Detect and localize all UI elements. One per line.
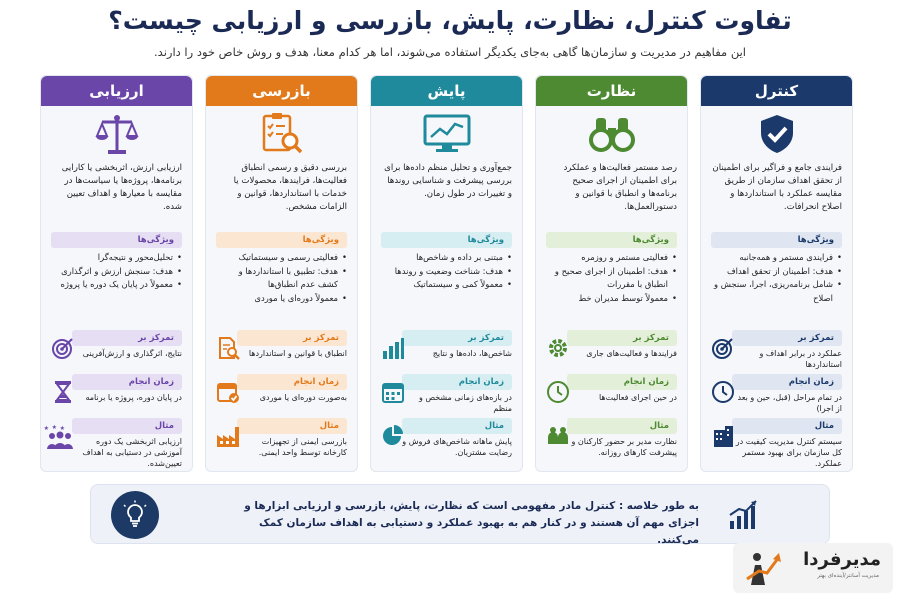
time-label: زمان انجام	[237, 374, 347, 390]
feature-item: • معمولاً کمی و سیستماتیک	[381, 278, 512, 292]
feature-item: • معمولاً دوره‌ای یا موردی	[216, 292, 347, 306]
features-list	[206, 248, 357, 330]
time-text: به‌صورت دوره‌ای یا موردی	[259, 393, 347, 402]
checklist-magnifier-icon	[206, 106, 357, 162]
focus-label: تمرکز بر	[402, 330, 512, 346]
feature-item: • هدف: اطمینان از تحقق اهداف	[711, 265, 842, 279]
feature-item: • هدف: تطبیق با استانداردها و کشف عدم انطباق‌ها	[216, 265, 347, 292]
logo-tagline: مدیریت آسانتر/آینده‌ای بهتر	[817, 573, 879, 579]
features-list	[701, 248, 852, 330]
focus-text: شاخص‌ها، داده‌ها و نتایج	[432, 349, 512, 358]
pie-chart-icon	[381, 424, 405, 448]
example-text: سیستم کنترل مدیریت کیفیت در کل سازمان برای بهبود مستمر عملکرد.	[735, 437, 842, 468]
feature-item: • شامل برنامه‌ریزی، اجرا، سنجش و اصلاح	[711, 278, 842, 305]
focus-section	[51, 330, 182, 374]
feature-item: • مبتنی بر داده و شاخص‌ها	[381, 251, 512, 265]
document-search-icon	[216, 336, 240, 360]
monitor-chart-icon	[371, 106, 522, 162]
time-section	[51, 374, 182, 418]
people-icon	[546, 424, 570, 448]
focus-section	[546, 330, 677, 374]
concept-card-monitoring	[535, 75, 688, 472]
time-label: زمان انجام	[567, 374, 677, 390]
concept-columns	[40, 75, 855, 472]
example-label: مثال	[402, 418, 512, 434]
example-text: نظارت مدیر بر حضور کارکنان و پیشرفت کارهای روزانه.	[571, 437, 677, 457]
concept-card-control	[700, 75, 853, 472]
focus-text: نتایج، اثرگذاری و ارزش‌آفرینی	[82, 349, 182, 358]
card-header: نظارت	[536, 76, 687, 106]
example-label: مثال	[72, 418, 182, 434]
card-header: بازرسی	[206, 76, 357, 106]
time-label: زمان انجام	[72, 374, 182, 390]
time-section	[381, 374, 512, 418]
features-list	[41, 248, 192, 330]
time-text: در بازه‌های زمانی مشخص و منظم	[419, 393, 512, 413]
time-text: در پایان دوره، پروژه یا برنامه	[85, 393, 182, 402]
growth-chart-icon	[727, 499, 759, 531]
example-section	[381, 418, 512, 462]
example-text: بازرسی ایمنی از تجهیزات کارخانه توسط واحد ایمنی.	[258, 437, 347, 457]
card-description: ارزیابی ارزش، اثربخشی یا کارایی برنامه‌ها، پروژه‌ها یا سیاست‌ها در مقایسه با معیارها و اهداف تعیین شده.	[61, 163, 182, 212]
concept-card-evaluation	[40, 75, 193, 472]
focus-text: انطباق با قوانین و استانداردها	[248, 349, 347, 358]
features-label: ویژگی‌ها	[216, 232, 347, 248]
card-description: فرایندی جامع و فراگیر برای اطمینان از تحقق اهداف سازمان از طریق مقایسه عملکرد با استانداردها و اصلاح انحرافات.	[712, 163, 842, 212]
focus-section	[216, 330, 347, 374]
feature-item: • فعالیتی رسمی و سیستماتیک	[216, 251, 347, 265]
features-list	[371, 248, 522, 330]
person-growth-logo-icon	[743, 549, 783, 587]
factory-icon	[216, 424, 240, 448]
page-title: تفاوت کنترل، نظارت، پایش، بازرسی و ارزیابی چیست؟	[108, 6, 792, 35]
lightbulb-icon	[111, 491, 159, 539]
example-section	[216, 418, 347, 462]
features-label: ویژگی‌ها	[51, 232, 182, 248]
svg-text:★: ★	[59, 425, 65, 432]
example-label: مثال	[567, 418, 677, 434]
focus-text: عملکرد در برابر اهداف و استانداردها	[759, 349, 842, 369]
example-section	[43, 418, 182, 468]
feature-item: • هدف: اطمینان از اجرای صحیح و انطباق با مقررات	[546, 265, 677, 292]
card-header: ارزیابی	[41, 76, 192, 106]
example-text: پایش ماهانه شاخص‌های فروش و رضایت مشتریان.	[402, 437, 512, 457]
calendar-check-icon	[216, 380, 240, 404]
clock-icon	[546, 380, 570, 404]
building-icon	[711, 424, 735, 448]
focus-label: تمرکز بر	[72, 330, 182, 346]
example-section	[546, 418, 677, 462]
example-label: مثال	[237, 418, 347, 434]
focus-label: تمرکز بر	[567, 330, 677, 346]
focus-label: تمرکز بر	[237, 330, 347, 346]
time-section	[546, 374, 677, 418]
features-label: ویژگی‌ها	[546, 232, 677, 248]
svg-text:★: ★	[43, 425, 49, 432]
card-header: پایش	[371, 76, 522, 106]
logo-name: مدیرفردا	[803, 549, 881, 570]
time-label: زمان انجام	[732, 374, 842, 390]
summary-box	[90, 484, 830, 544]
page-subtitle: این مفاهیم در مدیریت و سازمان‌ها گاهی به‌جای یکدیگر استفاده می‌شوند، اما هر کدام معنا، هدف و روش خاص خود را دارند.	[154, 45, 746, 59]
feature-item: • فرایندی مستمر و همه‌جانبه	[711, 251, 842, 265]
card-description: جمع‌آوری و تحلیل منظم داده‌ها برای بررسی پیشرفت و شناسایی روندها و تغییرات در طول زمان.	[384, 163, 512, 199]
features-list	[536, 248, 687, 330]
scales-icon	[41, 106, 192, 162]
example-label: مثال	[732, 418, 842, 434]
clock-icon	[711, 380, 735, 404]
focus-text: فرایندها و فعالیت‌های جاری	[586, 349, 677, 358]
summary-text: به طور خلاصه : کنترل مادر مفهومی است که نظارت، پایش، بازرسی و ارزیابی ابزارها و اجزای مهم آن هستند و در کنار هم به بهبود عملکرد و دستیابی به اهداف سازمان کمک می‌کنند.	[244, 500, 699, 546]
gear-icon	[546, 336, 570, 360]
target-icon	[711, 336, 735, 360]
time-label: زمان انجام	[402, 374, 512, 390]
bar-chart-icon	[381, 336, 405, 360]
concept-card-tracking	[370, 75, 523, 472]
time-section	[711, 374, 842, 418]
focus-label: تمرکز بر	[732, 330, 842, 346]
features-label: ویژگی‌ها	[381, 232, 512, 248]
hourglass-icon	[51, 380, 75, 404]
feature-item: • فعالیتی مستمر و روزمره	[546, 251, 677, 265]
feature-item: • معمولاً توسط مدیران خط	[546, 292, 677, 306]
time-text: در حین اجرای فعالیت‌ها	[598, 393, 677, 402]
feature-item: • هدف: سنجش ارزش و اثرگذاری	[51, 265, 182, 279]
shield-check-icon	[701, 106, 852, 162]
feature-item: • تحلیل‌محور و نتیجه‌گرا	[51, 251, 182, 265]
card-header: کنترل	[701, 76, 852, 106]
svg-text:★: ★	[51, 424, 57, 431]
time-text: در تمام مراحل (قبل، حین و بعد از اجرا)	[737, 393, 842, 413]
features-label: ویژگی‌ها	[711, 232, 842, 248]
feature-item: • هدف: شناخت وضعیت و روندها	[381, 265, 512, 279]
binoculars-icon	[536, 106, 687, 162]
focus-section	[711, 330, 842, 374]
target-icon	[51, 336, 75, 360]
card-description: بررسی دقیق و رسمی انطباق فعالیت‌ها، فرایندها، محصولات یا خدمات با استانداردها، قوانین و الزامات مشخص.	[233, 163, 347, 212]
focus-section	[381, 330, 512, 374]
brand-logo	[733, 543, 893, 593]
feature-item: • معمولاً در پایان یک دوره یا پروژه	[51, 278, 182, 292]
group-stars-icon	[43, 424, 75, 448]
example-text: ارزیابی اثربخشی یک دوره آموزشی در دستیابی به اهداف تعیین‌شده.	[82, 437, 182, 468]
concept-card-inspection	[205, 75, 358, 472]
example-section	[711, 418, 842, 468]
card-description: رصد مستمر فعالیت‌ها و عملکرد برای اطمینان از اجرای صحیح برنامه‌ها و انطباق با قوانین و دستورالعمل‌ها.	[563, 163, 677, 212]
calendar-icon	[381, 380, 405, 404]
time-section	[216, 374, 347, 418]
